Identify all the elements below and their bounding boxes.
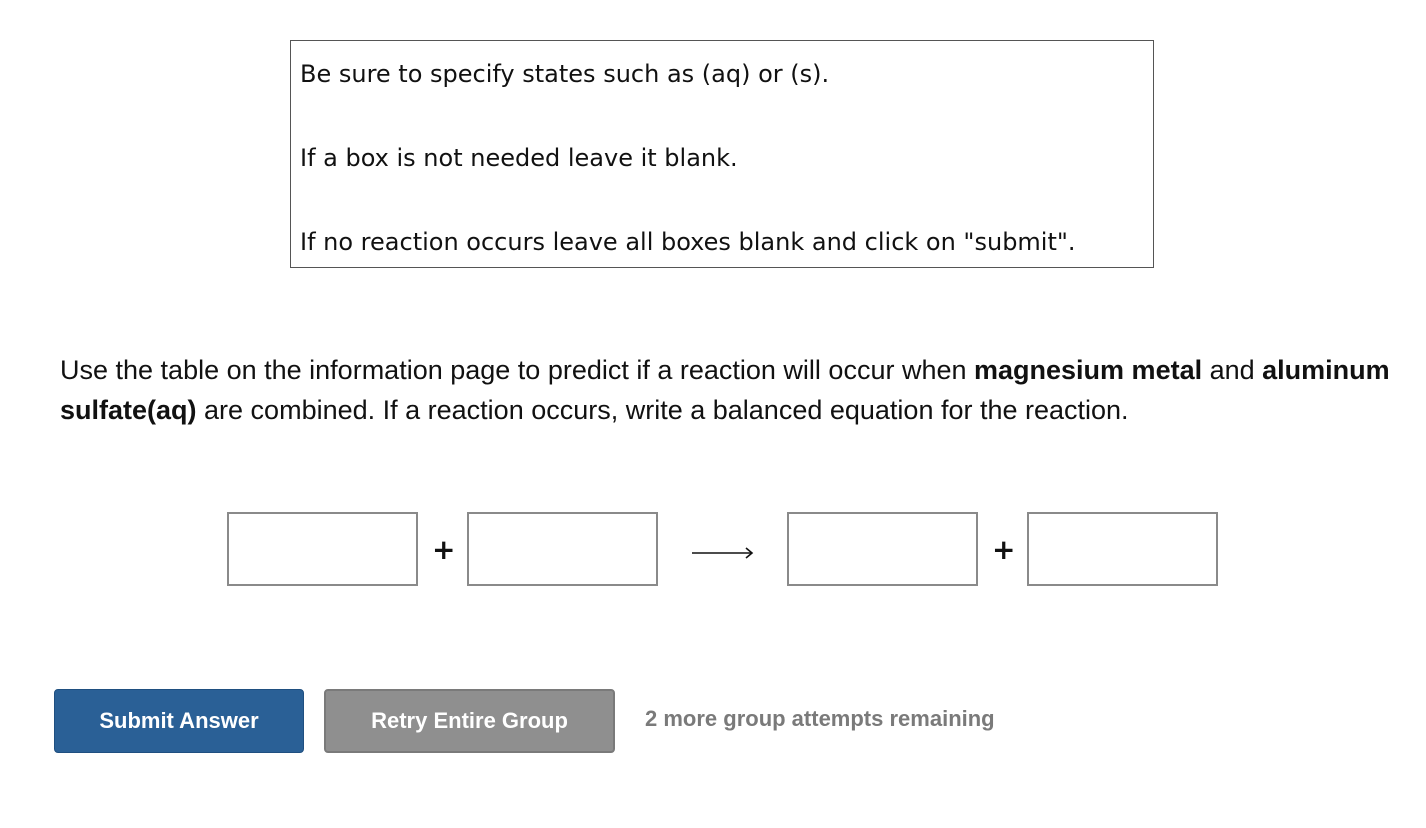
reactant-2-input[interactable] [467, 512, 658, 586]
question-part-2: and [1202, 355, 1263, 385]
retry-entire-group-button[interactable]: Retry Entire Group [324, 689, 615, 753]
reactant-1-input[interactable] [227, 512, 418, 586]
question-bold-reactant-2: aluminum sulfate(aq) [60, 355, 1390, 425]
attempts-remaining-text: 2 more group attempts remaining [645, 706, 995, 731]
question-part-3: are combined. If a reaction occurs, write a balanced equation for the reaction. [196, 395, 1129, 425]
question-part-1: Use the table on the information page to predict if a reaction will occur when [60, 355, 975, 385]
plus-sign-reactants: + [432, 533, 456, 566]
question-bold-reactant-1: magnesium metal [974, 355, 1203, 385]
instructions-box [290, 40, 1154, 268]
product-1-input[interactable] [787, 512, 978, 586]
instruction-blank-box: If a box is not needed leave it blank. [300, 144, 738, 172]
question-text [60, 350, 1400, 430]
instruction-states: Be sure to specify states such as (aq) or (s). [300, 60, 830, 88]
product-2-input[interactable] [1027, 512, 1218, 586]
plus-sign-products: + [992, 533, 1016, 566]
right-arrow-icon [692, 545, 754, 561]
instruction-no-reaction: If no reaction occurs leave all boxes blank and click on "submit". [300, 228, 1076, 256]
submit-answer-button[interactable]: Submit Answer [54, 689, 304, 753]
